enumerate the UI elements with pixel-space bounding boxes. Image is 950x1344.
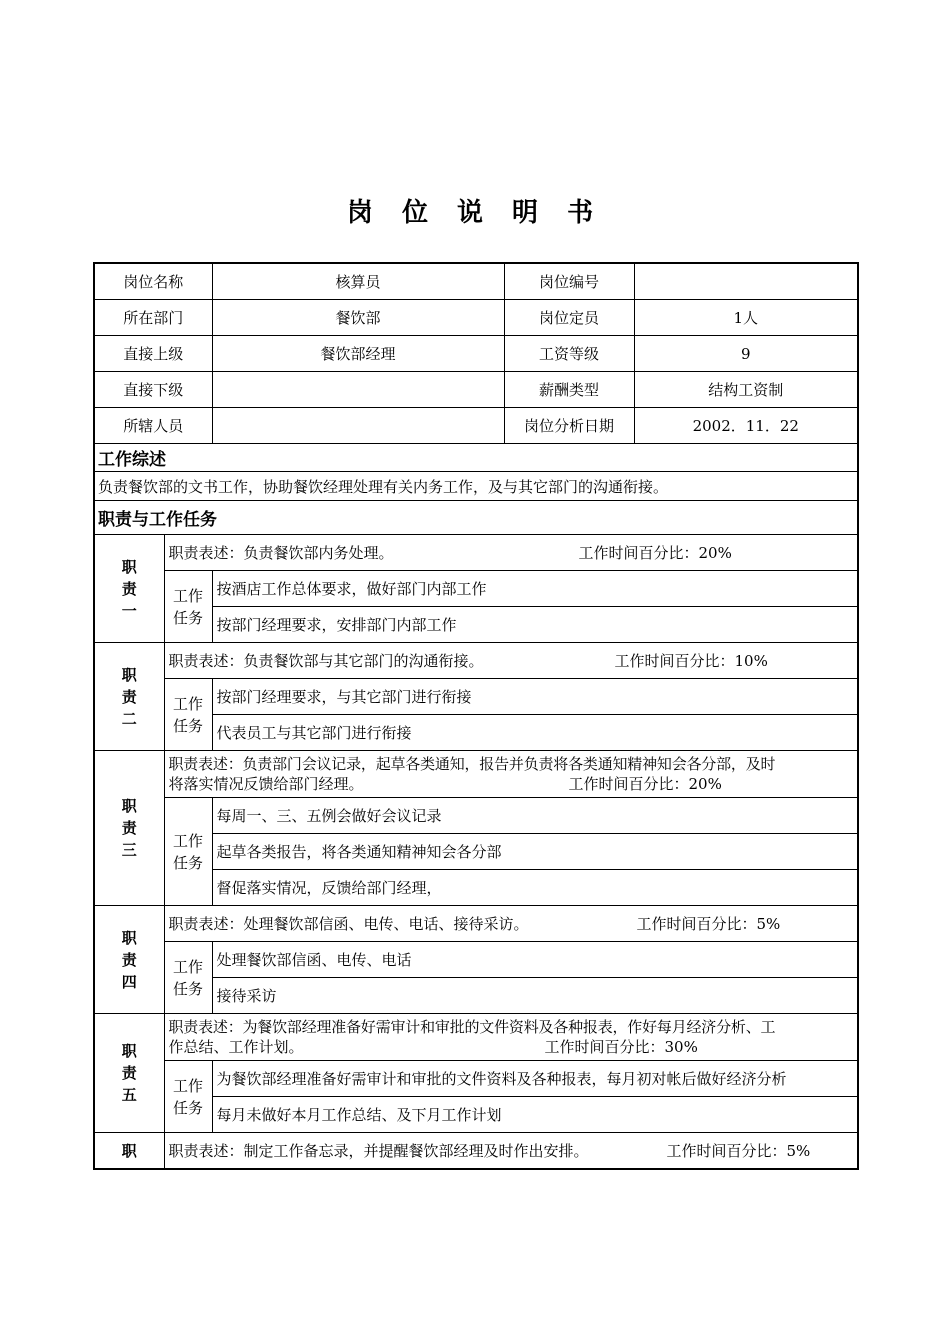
duty-statement	[164, 535, 858, 571]
task-item: 起草各类报告，将各类通知精神知会各分部	[212, 834, 858, 870]
duty-label	[94, 535, 164, 643]
info-row	[94, 372, 858, 408]
info-row	[94, 408, 858, 444]
task-label	[164, 571, 212, 643]
duty-statement-line: 职责表述：为餐饮部经理准备好需审计和审批的文件资料及各种报表，作好每月经济分析、工	[168, 1018, 776, 1036]
duty-statement	[164, 1133, 858, 1170]
page-title: 岗 位 说 明 书	[346, 198, 604, 228]
summary-heading: 工作综述	[94, 444, 858, 472]
task-item: 每月未做好本月工作总结、及下月工作计划	[212, 1097, 858, 1133]
duty-statement-line: 作总结、工作计划。	[168, 1038, 304, 1056]
info-label: 岗位编号	[504, 263, 634, 300]
info-value: 核算员	[212, 263, 504, 300]
duty-percent: 工作时间百分比：20%	[578, 544, 732, 562]
task-label-text: 工作任务	[172, 831, 203, 872]
duty-label	[94, 751, 164, 906]
info-row	[94, 336, 858, 372]
task-label	[164, 679, 212, 751]
info-label: 所在部门	[94, 300, 212, 336]
info-label: 工资等级	[504, 336, 634, 372]
info-label: 直接下级	[94, 372, 212, 408]
task-label	[164, 942, 212, 1014]
duty-label-text: 职责三	[121, 797, 137, 859]
duty-statement	[164, 643, 858, 679]
task-label	[164, 1061, 212, 1133]
duty-label	[94, 1133, 164, 1170]
info-value: 9	[634, 336, 858, 372]
duties-heading: 职责与工作任务	[94, 501, 858, 535]
info-label: 直接上级	[94, 336, 212, 372]
task-item: 接待采访	[212, 978, 858, 1014]
info-label: 所辖人员	[94, 408, 212, 444]
info-label: 岗位分析日期	[504, 408, 634, 444]
task-label	[164, 798, 212, 906]
duty-statement-text: 职责表述：制定工作备忘录，并提醒餐饮部经理及时作出安排。	[168, 1141, 589, 1160]
task-item: 为餐饮部经理准备好需审计和审批的文件资料及各种报表，每月初对帐后做好经济分析	[212, 1061, 858, 1097]
duty-statement-line: 职责表述：负责部门会议记录，起草各类通知，报告并负责将各类通知精神知会各分部，及时	[168, 755, 776, 773]
duty-label-text: 职责二	[121, 665, 137, 728]
info-label: 岗位名称	[94, 263, 212, 300]
task-label-text: 工作任务	[172, 1076, 203, 1117]
duty-label-text: 职	[121, 1141, 137, 1160]
info-value	[212, 372, 504, 408]
job-description-table	[93, 262, 859, 1170]
info-label: 薪酬类型	[504, 372, 634, 408]
duty-label	[94, 643, 164, 751]
task-label-text: 工作任务	[172, 694, 203, 735]
duty-statement-text: 职责表述：负责餐饮部内务处理。	[168, 543, 394, 562]
info-label: 岗位定员	[504, 300, 634, 336]
duty-statement	[164, 751, 858, 798]
duty-percent: 工作时间百分比：10%	[614, 652, 768, 670]
duty-statement	[164, 906, 858, 942]
info-value: 1人	[634, 300, 858, 336]
task-item: 处理餐饮部信函、电传、电话	[212, 942, 858, 978]
task-item: 督促落实情况，反馈给部门经理，	[212, 870, 858, 906]
duty-statement-text: 职责表述：处理餐饮部信函、电传、电话、接待采访。	[168, 914, 529, 933]
duty-label-text: 职责四	[121, 928, 137, 991]
info-value: 餐饮部经理	[212, 336, 504, 372]
info-value: 2002．11．22	[634, 408, 858, 444]
task-item: 按部门经理要求，安排部门内部工作	[212, 607, 858, 643]
duty-percent: 工作时间百分比：30%	[544, 1038, 698, 1056]
duty-label-text: 职责一	[121, 557, 137, 620]
task-item: 代表员工与其它部门进行衔接	[212, 715, 858, 751]
duty-percent: 工作时间百分比：20%	[568, 775, 722, 793]
duty-statement-line: 将落实情况反馈给部门经理。	[168, 775, 364, 793]
info-value	[634, 263, 858, 300]
summary-text: 负责餐饮部的文书工作，协助餐饮经理处理有关内务工作，及与其它部门的沟通衔接。	[94, 472, 858, 501]
duty-percent: 工作时间百分比：5%	[666, 1142, 811, 1160]
task-item: 按酒店工作总体要求，做好部门内部工作	[212, 571, 858, 607]
task-item: 按部门经理要求，与其它部门进行衔接	[212, 679, 858, 715]
duty-label-text: 职责五	[121, 1042, 137, 1104]
info-row	[94, 300, 858, 336]
duty-label	[94, 1014, 164, 1133]
duty-statement	[164, 1014, 858, 1061]
info-value	[212, 408, 504, 444]
duty-label	[94, 906, 164, 1014]
task-item: 每周一、三、五例会做好会议记录	[212, 798, 858, 834]
info-row	[94, 263, 858, 300]
task-label-text: 工作任务	[172, 957, 203, 998]
info-value: 餐饮部	[212, 300, 504, 336]
task-label-text: 工作任务	[172, 586, 203, 627]
duty-statement-text: 职责表述：负责餐饮部与其它部门的沟通衔接。	[168, 651, 484, 670]
duty-percent: 工作时间百分比：5%	[636, 915, 781, 933]
info-value: 结构工资制	[634, 372, 858, 408]
